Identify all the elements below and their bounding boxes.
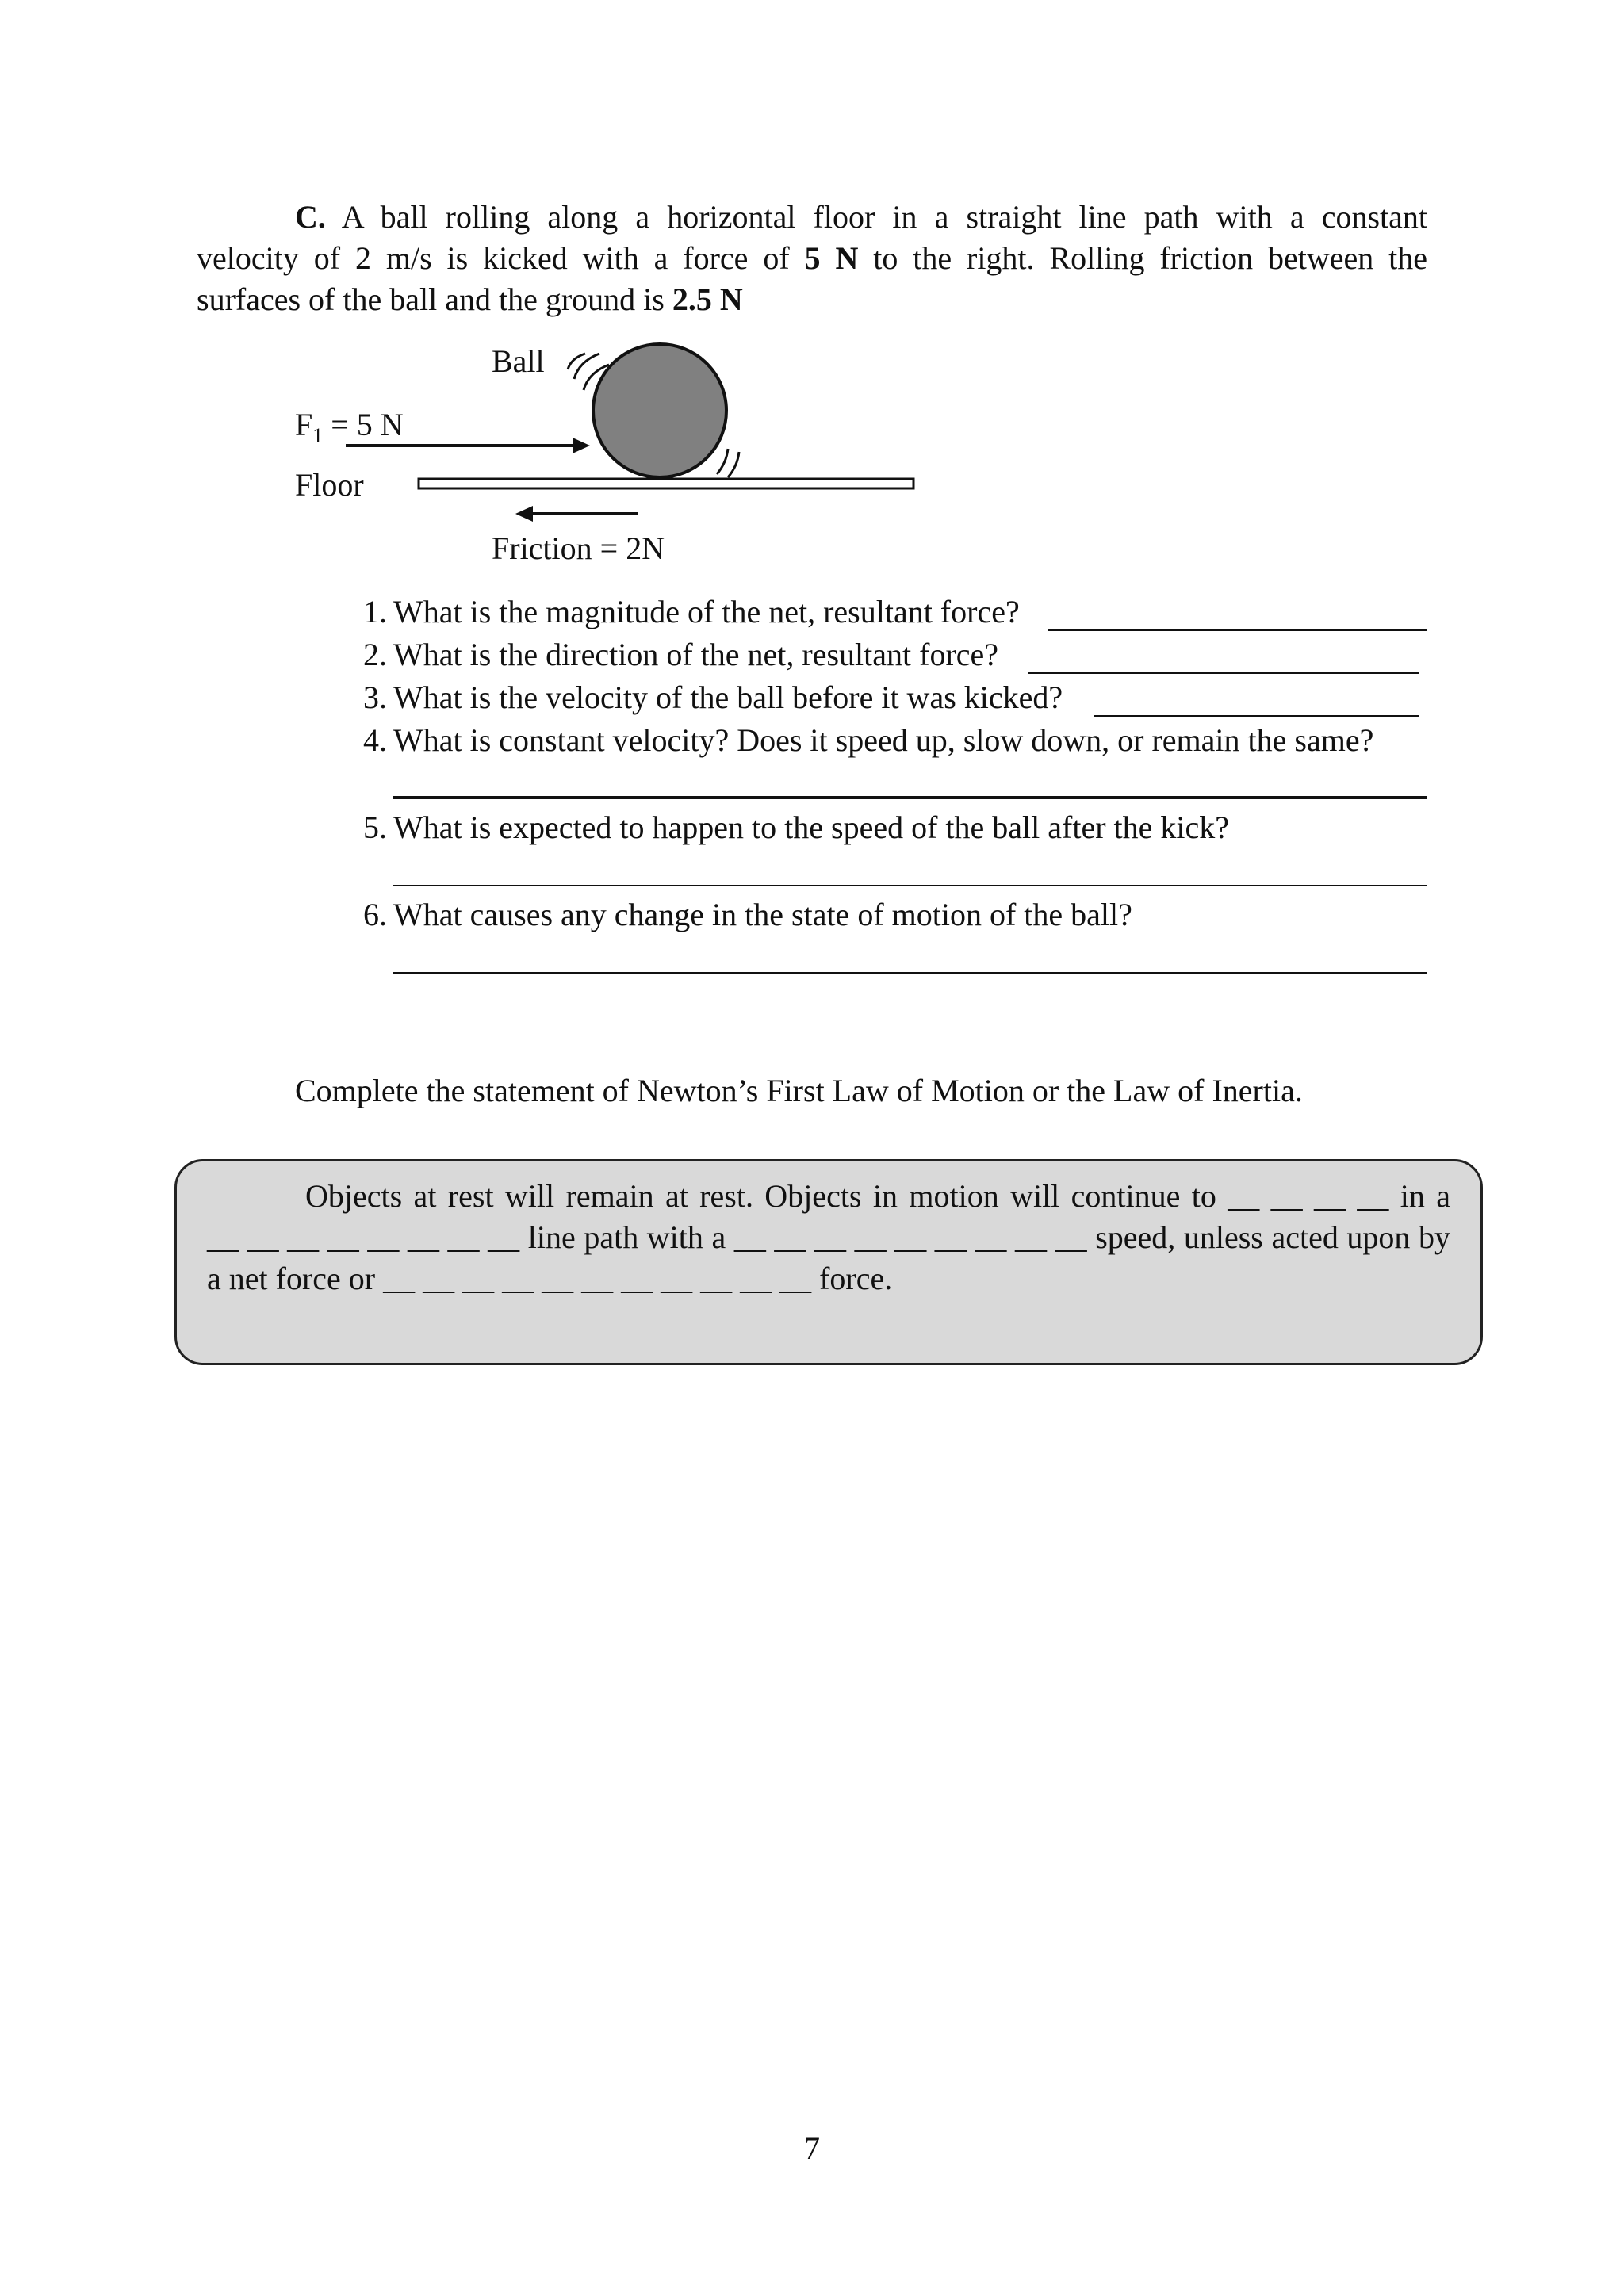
law-line-2: __ __ __ __ __ __ __ __ line path with a __ __ __ __ __ __ __ __ __ speed, unless acted upon by [207, 1219, 1451, 1255]
floor-label: Floor [295, 467, 364, 503]
friction-arrowhead [515, 506, 533, 522]
fill-blank-2[interactable]: __ __ __ __ __ __ __ __ [207, 1219, 520, 1255]
instruction-text: Complete the statement of Newton’s First Law of Motion or the Law of Inertia. [295, 1073, 1303, 1108]
ball-label: Ball [492, 343, 545, 379]
problem-line-3: surfaces of the ball and the ground is 2.5 N [197, 281, 743, 317]
newtons-first-law-box [174, 1159, 1483, 1365]
fill-blank-4[interactable]: __ __ __ __ __ __ __ __ __ __ __ [383, 1261, 812, 1296]
answer-line-3[interactable] [1094, 715, 1419, 717]
law-line-3: a net force or __ __ __ __ __ __ __ __ __ __ __ force. [207, 1261, 893, 1296]
applied-force-arrowhead [573, 438, 590, 453]
ball [593, 344, 726, 477]
answer-line-6[interactable] [393, 972, 1427, 974]
answer-line-5[interactable] [393, 885, 1427, 886]
law-line-1: Objects at rest will remain at rest. Objects in motion will continue to __ __ __ __ in a [305, 1178, 1451, 1214]
section-label: C. [295, 199, 326, 235]
fill-blank-1[interactable]: __ __ __ __ [1228, 1178, 1389, 1214]
floor-bar [419, 479, 914, 488]
applied-force-label: $F_1 = 5$ N [295, 407, 404, 447]
fill-blank-3[interactable]: __ __ __ __ __ __ __ __ __ [733, 1219, 1087, 1255]
problem-line-1: C. A ball rolling along a horizontal floor in a straight line path with a constant [295, 199, 1427, 235]
page-number: 7 [804, 2130, 820, 2166]
answer-line-4[interactable] [393, 796, 1427, 799]
friction-label: Friction = 2N [492, 530, 665, 566]
answer-line-2[interactable] [1028, 672, 1419, 674]
law-statement [207, 1176, 1450, 1299]
motion-lines-bottom [717, 449, 739, 477]
answer-line-1[interactable] [1048, 629, 1427, 631]
problem-statement [197, 197, 1427, 320]
motion-lines-top [568, 354, 609, 390]
problem-line-2: velocity of 2 m/s is kicked with a force of 5 N to the right. Rolling friction between the [197, 240, 1428, 276]
